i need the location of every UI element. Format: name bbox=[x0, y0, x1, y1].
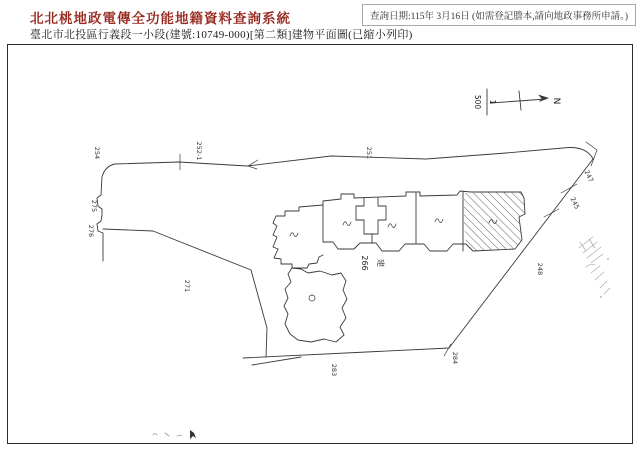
plan-drawing bbox=[8, 45, 632, 443]
building-number: 266 bbox=[360, 255, 369, 271]
plan-border bbox=[7, 44, 633, 444]
scale-numerator: 1 bbox=[488, 99, 497, 105]
scale-denominator: 500 bbox=[473, 94, 482, 110]
scale-bar bbox=[473, 89, 497, 115]
north-label: N bbox=[551, 97, 561, 105]
lot-labels bbox=[87, 142, 595, 377]
building-number-suffix: 建 bbox=[376, 259, 385, 267]
page-subtitle: 臺北市北投區行義段一小段(建號:10749-000)[第二類]建物平面圖(已縮小列印) bbox=[30, 29, 413, 41]
bottom-artifacts bbox=[153, 430, 196, 439]
north-arrow bbox=[491, 91, 561, 110]
cursor-icon bbox=[190, 430, 196, 439]
lower-building bbox=[284, 268, 347, 342]
lot-label-245: 245 bbox=[568, 195, 582, 211]
stamp-scribble bbox=[579, 237, 610, 298]
lot-label-275: 275 bbox=[90, 199, 98, 213]
page-title: 北北桃地政電傳全功能地籍資料查詢系統 bbox=[30, 11, 291, 26]
building-outline bbox=[273, 191, 525, 342]
interior-cross-wall bbox=[356, 198, 386, 234]
parcel-boundary bbox=[97, 142, 597, 365]
lot-label-252-1: 252-1 bbox=[195, 141, 203, 161]
lot-label-284: 284 bbox=[451, 351, 459, 365]
lot-label-271: 271 bbox=[183, 279, 191, 293]
query-date-box: 查詢日期:115年 3月16日 (如需登記謄本,請向地政事務所申請。) bbox=[362, 4, 636, 26]
lot-label-248: 248 bbox=[536, 262, 544, 276]
lot-label-283: 283 bbox=[330, 363, 338, 377]
lot-label-247: 247 bbox=[582, 168, 596, 184]
lot-label-254: 254 bbox=[93, 146, 101, 160]
lot-label-251: 251 bbox=[365, 146, 373, 160]
north-arrowhead-icon bbox=[538, 95, 549, 103]
hatched-unit bbox=[464, 192, 525, 251]
lot-label-276: 276 bbox=[87, 224, 95, 238]
